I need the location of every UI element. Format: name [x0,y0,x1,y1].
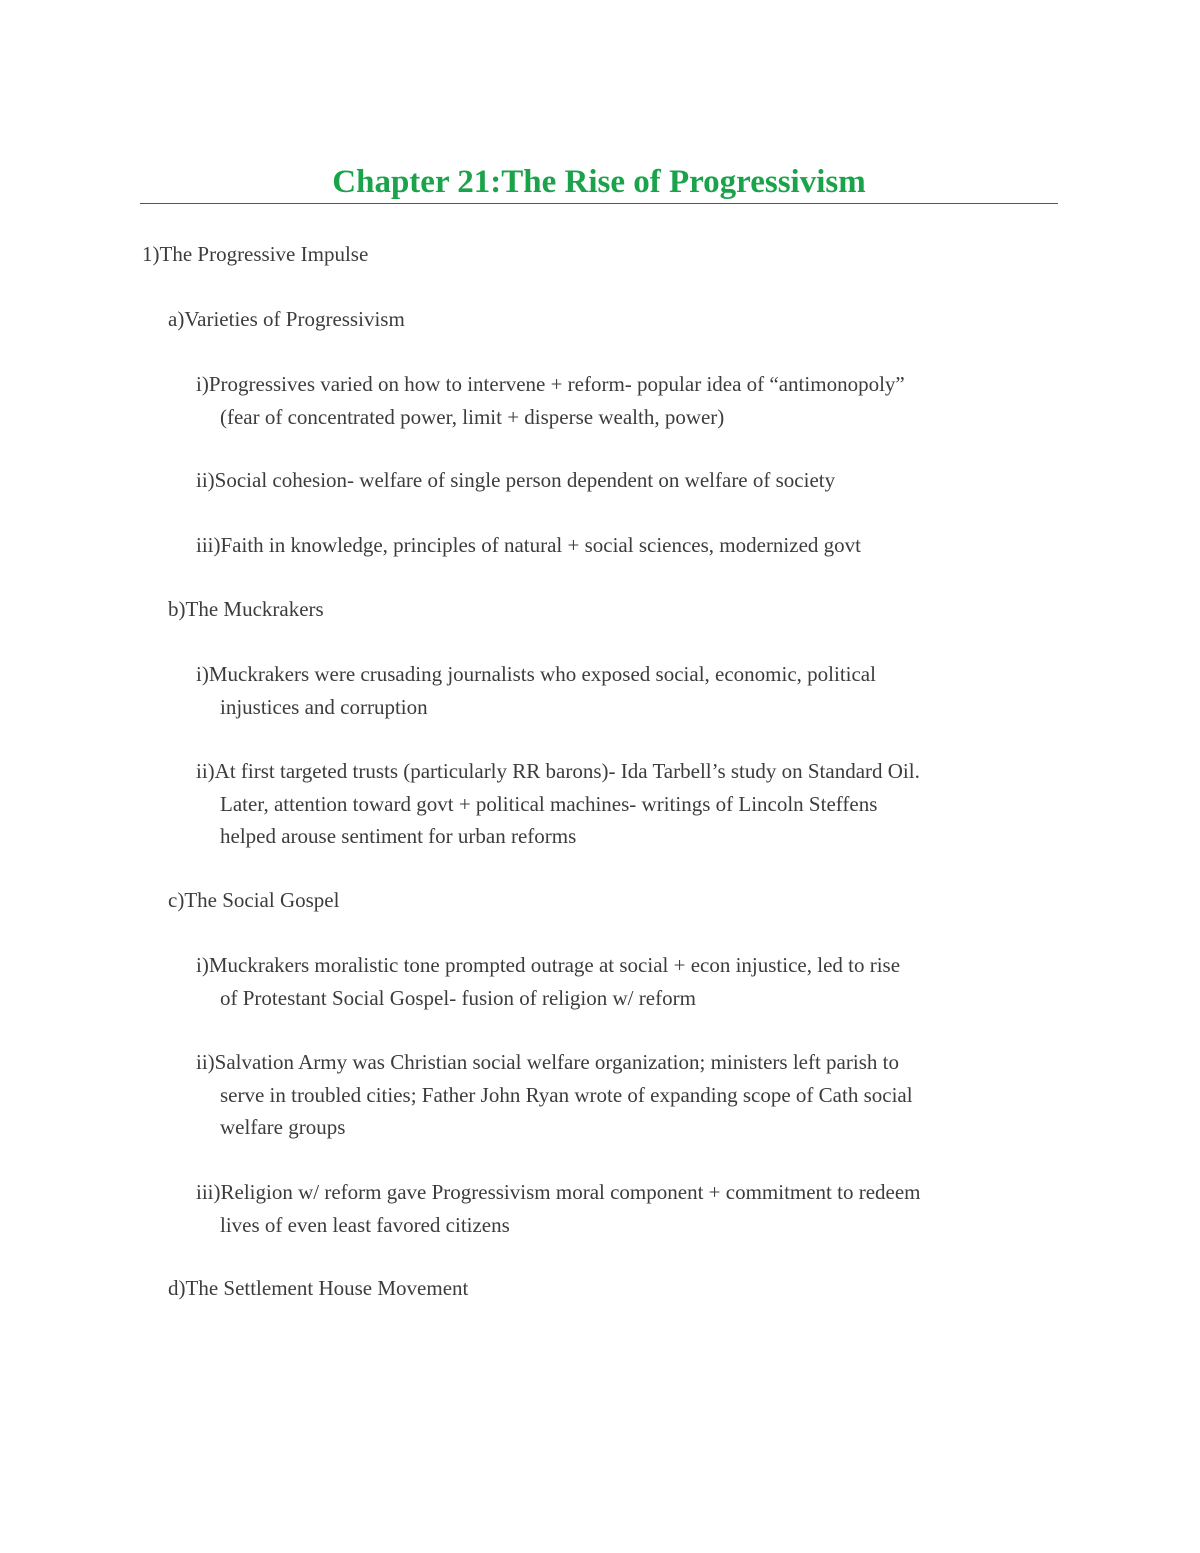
outline-item-line: i)Progressives varied on how to intervene + reform- popular idea of “antimonopoly” [196,372,905,396]
outline-item-line: (fear of concentrated power, limit + disperse wealth, power) [220,404,725,429]
outline-item [196,949,900,1014]
subsection-heading: d)The Settlement House Movement [168,1276,469,1300]
outline-item-line: lives of even least favored citizens [220,1212,510,1237]
outline-item [196,755,920,853]
title-divider [140,203,1058,204]
outline-item-line: injustices and corruption [220,694,428,719]
subsection-heading: c)The Social Gospel [168,888,340,912]
outline-item [196,368,905,433]
page-title: Chapter 21:The Rise of Progressivism [332,164,866,200]
outline-item-line: welfare groups [220,1115,346,1139]
outline-item-line: i)Muckrakers moralistic tone prompted outrage at social + econ injustice, led to rise [196,953,901,977]
outline-item-line: ii)Salvation Army was Christian social welfare organization; ministers left parish to [196,1050,899,1074]
subsection-heading: b)The Muckrakers [168,597,324,621]
outline-item-line: serve in troubled cities; Father John Ryan wrote of expanding scope of Cath social [220,1082,913,1107]
outline-item-line: iii)Religion w/ reform gave Progressivism moral component + commitment to redeem [196,1180,921,1204]
subsection-heading: a)Varieties of Progressivism [168,307,405,331]
outline-item [196,1176,921,1241]
outline-item-line: i)Muckrakers were crusading journalists who exposed social, economic, political [196,662,876,686]
outline-item-line: of Protestant Social Gospel- fusion of religion w/ reform [220,985,696,1010]
outline-item-line: helped arouse sentiment for urban reforms [220,824,577,848]
outline-item: iii)Faith in knowledge, principles of natural + social sciences, modernized govt [196,533,861,557]
outline-item-line: ii)At first targeted trusts (particularly RR barons)- Ida Tarbell’s study on Standard Oil. [196,759,920,783]
outline-item [196,1046,913,1144]
section-heading: 1)The Progressive Impulse [142,242,369,266]
outline-item [196,658,876,723]
outline-item-line: Later, attention toward govt + political machines- writings of Lincoln Steffens [220,791,878,816]
outline-item: ii)Social cohesion- welfare of single person dependent on welfare of society [196,468,836,492]
